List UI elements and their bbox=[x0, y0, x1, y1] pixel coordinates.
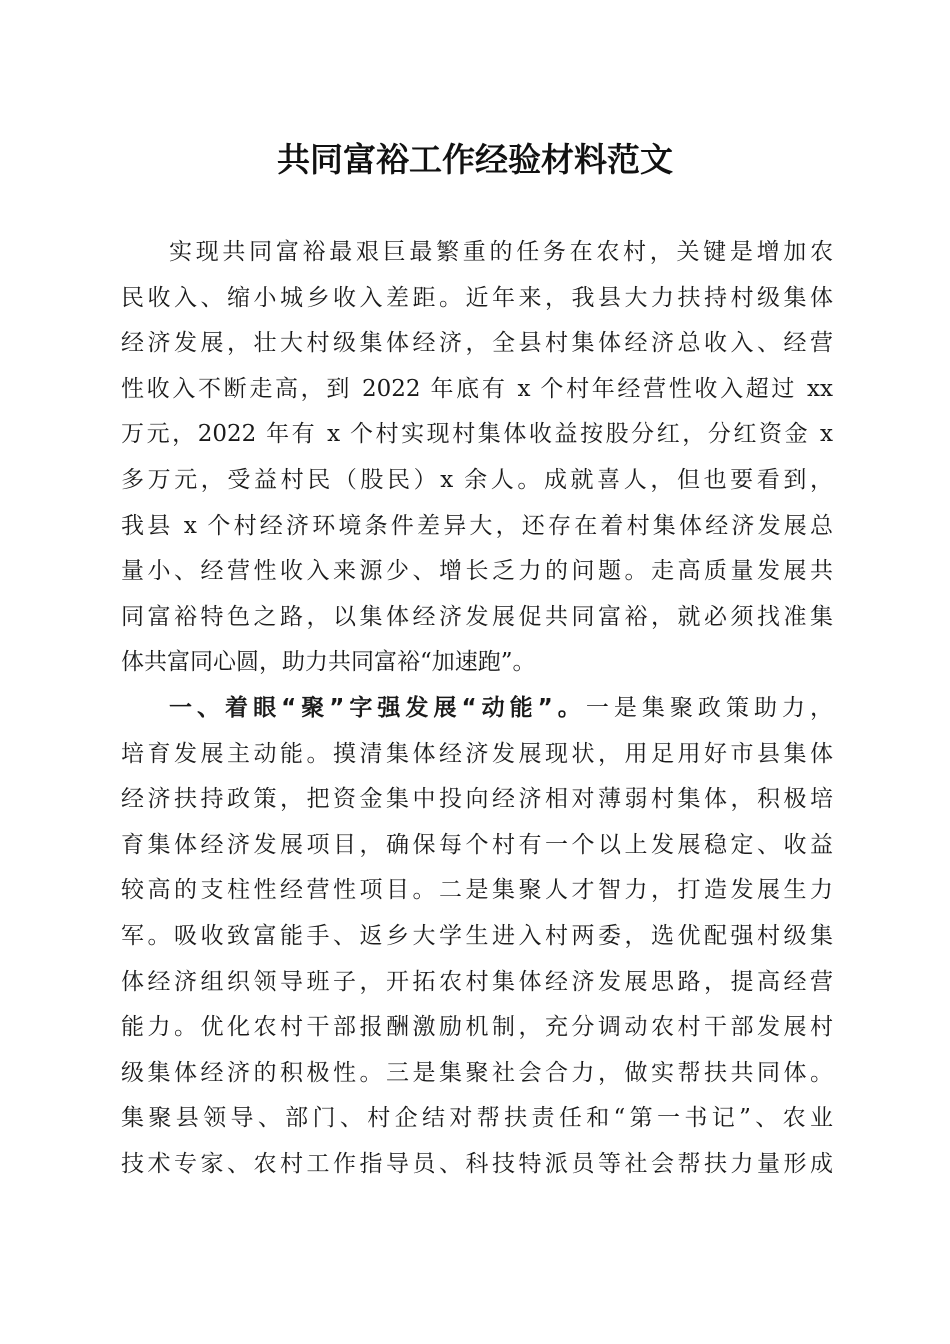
paragraph-line: 体经济组织领导班子，开拓农村集体经济发展思路，提高经营 bbox=[121, 968, 833, 995]
paragraph-line: 级集体经济的积极性。三是集聚社会合力，做实帮扶共同体。 bbox=[121, 1059, 833, 1086]
document-body bbox=[121, 230, 833, 1187]
paragraph-line: 同富裕特色之路，以集体经济发展促共同富裕，就必须找准集 bbox=[121, 603, 833, 630]
paragraph-line: 经济扶持政策，把资金集中投向经济相对薄弱村集体，积极培 bbox=[121, 786, 833, 813]
paragraph-line: 民收入、缩小城乡收入差距。近年来，我县大力扶持村级集体 bbox=[121, 284, 833, 311]
paragraph-line: 多万元，受益村民（股民）x 余人。成就喜人，但也要看到， bbox=[121, 466, 833, 493]
paragraph-line: 性收入不断走高，到 2022 年底有 x 个村年经营性收入超过 xx bbox=[121, 375, 833, 402]
paragraph-line: 经济发展，壮大村级集体经济，全县村集体经济总收入、经营 bbox=[121, 330, 833, 357]
paragraph-line: 集聚县领导、部门、村企结对帮扶责任和“第一书记”、农业 bbox=[121, 1105, 833, 1132]
paragraph-line: 量小、经营性收入来源少、增长乏力的问题。走高质量发展共 bbox=[121, 558, 833, 585]
paragraph-line: 技术专家、农村工作指导员、科技特派员等社会帮扶力量形成 bbox=[121, 1150, 833, 1177]
paragraph-line: 培育发展主动能。摸清集体经济发展现状，用足用好市县集体 bbox=[121, 740, 833, 767]
paragraph-line: 军。吸收致富能手、返乡大学生进入村两委，选优配强村级集 bbox=[121, 922, 833, 949]
section-heading-line bbox=[121, 686, 833, 732]
paragraph-line: 万元，2022 年有 x 个村实现村集体收益按股分红，分红资金 x bbox=[121, 421, 833, 448]
paragraph-line: 我县 x 个村经济环境条件差异大，还存在着村集体经济发展总 bbox=[121, 512, 833, 539]
paragraph-line: 育集体经济发展项目，确保每个村有一个以上发展稳定、收益 bbox=[121, 831, 833, 858]
paragraph-line: 能力。优化农村干部报酬激励机制，充分调动农村干部发展村 bbox=[121, 1014, 833, 1041]
paragraph-line: 实现共同富裕最艰巨最繁重的任务在农村，关键是增加农 bbox=[169, 239, 833, 265]
paragraph-inline-text: 一是集聚政策助力， bbox=[585, 694, 833, 721]
paragraph-line: 体共富同心圆，助力共同富裕“加速跑”。 bbox=[121, 649, 536, 676]
paragraph-line: 较高的支柱性经营性项目。二是集聚人才智力，打造发展生力 bbox=[121, 877, 833, 904]
document-title: 共同富裕工作经验材料范文 bbox=[277, 140, 673, 179]
section-heading: 一、着眼“聚”字强发展“动能”。 bbox=[169, 694, 586, 721]
